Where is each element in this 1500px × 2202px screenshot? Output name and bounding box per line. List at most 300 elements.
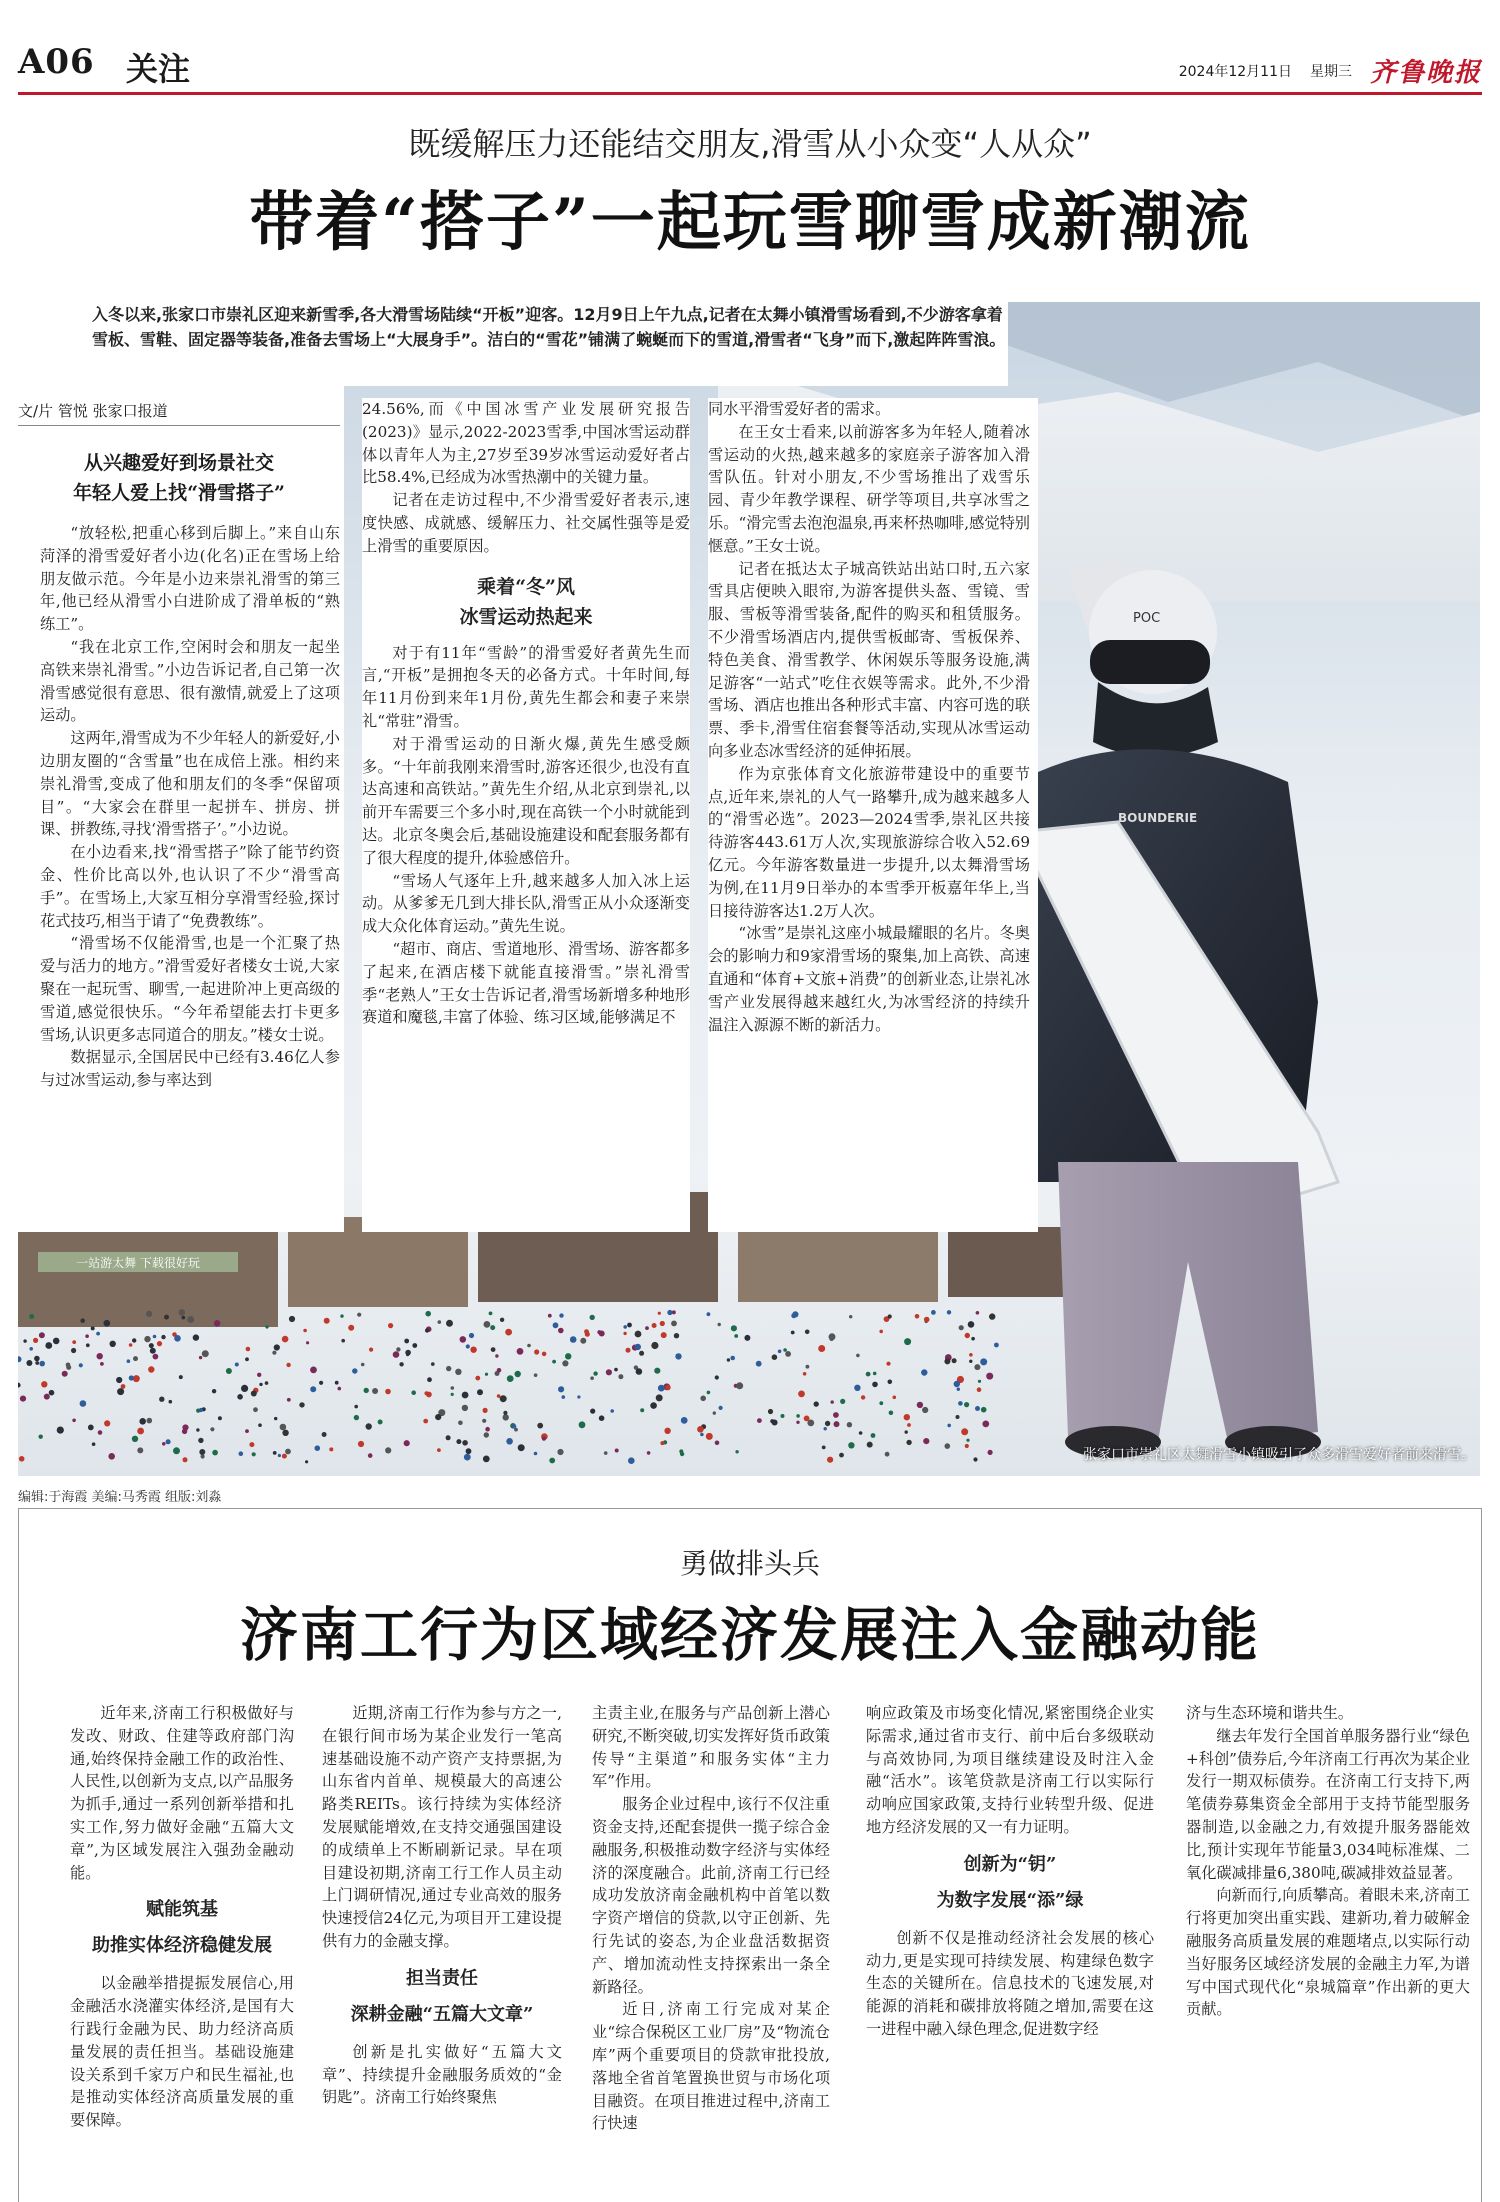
skier-dot: [549, 1458, 555, 1464]
skier-dot: [179, 1375, 183, 1379]
skier-dot: [144, 1336, 150, 1342]
skier-dot: [974, 1364, 980, 1370]
paragraph: 创新是扎实做好“五篇大文章”、持续提升金融服务质效的“金钥匙”。济南工行始终聚焦: [322, 2042, 562, 2107]
skier-dot: [599, 1415, 605, 1421]
skier-dot: [886, 1362, 890, 1366]
skier-dot: [579, 1421, 586, 1428]
skier-dot: [628, 1457, 635, 1464]
paragraph: 近年来,济南工行积极做好与发改、财政、住建等政府部门沟通,始终保持金融工作的政治性、人民性,以创新为支点,以产品服务为抓手,通过一系列创新举措和扎实工作,努力做好金融“五篇大文章”,为区域发展注入强劲金融动能。: [70, 1704, 294, 1882]
skier-dot: [736, 1382, 743, 1389]
skier-dot: [485, 1427, 490, 1432]
skier-dot: [833, 1412, 839, 1418]
skier-dot: [977, 1387, 982, 1392]
skier-dot: [251, 1391, 257, 1397]
skier-dot: [446, 1366, 451, 1371]
skier-dot: [464, 1454, 471, 1461]
skier-dot: [137, 1428, 144, 1435]
skier-dot: [570, 1336, 577, 1343]
skier-dot: [982, 1421, 989, 1428]
skier-dot: [958, 1401, 963, 1406]
article2-column-1: [70, 1702, 294, 2202]
skier-dot: [369, 1348, 373, 1352]
skier-dot: [411, 1390, 416, 1395]
skier-dot: [147, 1418, 153, 1424]
skier-dot: [71, 1348, 76, 1353]
skier-dot: [455, 1369, 461, 1375]
skier-dot: [322, 1432, 327, 1437]
subhead-line: 创新为“钥”: [963, 1853, 1057, 1875]
skier-dot: [484, 1321, 491, 1328]
skier-dot: [274, 1344, 280, 1350]
skier-dot: [906, 1440, 911, 1445]
skier-dot: [635, 1331, 642, 1338]
skier-dot: [39, 1435, 43, 1439]
skier-dot: [907, 1423, 911, 1427]
skier-dot: [199, 1449, 205, 1455]
skier-dot: [497, 1368, 502, 1373]
skier-dot: [707, 1391, 711, 1395]
skier-dot: [593, 1371, 597, 1375]
skier-dot: [212, 1450, 218, 1456]
skier-dot: [847, 1422, 852, 1427]
skier-dot: [639, 1351, 644, 1356]
skier-dot: [148, 1366, 154, 1372]
skier-dot: [273, 1451, 277, 1455]
issue-weekday: 星期三: [1309, 63, 1352, 80]
skier-dot: [861, 1395, 865, 1399]
paragraph: 这两年,滑雪成为不少年轻人的新爱好,小边朋友圈的“含雪量”也在成倍上涨。相约来崇礼滑雪,变成了他和朋友们的冬季“保留项目”。“大家会在群里一起拼车、拼房、拼课、拼教练,寻找‘滑雪搭子’。”小边说。: [40, 729, 340, 839]
skier-dot: [404, 1339, 409, 1344]
skier-dot: [484, 1432, 489, 1437]
skier-dot: [597, 1330, 601, 1334]
article1-headline: 带着“搭子”一起玩雪聊雪成新潮流: [249, 185, 1251, 260]
skier-dot: [680, 1452, 684, 1456]
skier-dot: [965, 1444, 969, 1448]
skier-dot: [26, 1360, 32, 1366]
skier-dot: [460, 1336, 467, 1343]
skier-dot: [976, 1311, 980, 1315]
paragraph: 数据显示,全国居民中已经有3.46亿人参与过冰雪运动,参与率达到: [40, 1048, 340, 1090]
skier-dot: [299, 1402, 304, 1407]
paragraph: 同水平滑雪爱好者的需求。: [708, 400, 891, 418]
skier-dot: [226, 1368, 232, 1374]
skier-dot: [989, 1313, 995, 1319]
paragraph: 济与生态环境和谐共生。: [1186, 1704, 1354, 1722]
skier-dot: [590, 1376, 594, 1380]
skier-dot: [964, 1402, 969, 1407]
skier-dot: [796, 1414, 800, 1418]
skier-dot: [700, 1433, 704, 1437]
skier-dot: [952, 1358, 957, 1363]
skier-dot: [713, 1411, 716, 1414]
skier-dot: [803, 1372, 807, 1376]
skier-dot: [580, 1338, 586, 1344]
skier-dot: [88, 1425, 94, 1431]
skier-dot: [19, 1456, 25, 1462]
skier-dot: [615, 1449, 619, 1453]
skier-dot: [98, 1430, 103, 1435]
skier-dot: [132, 1338, 136, 1342]
paragraph: “放轻松,把重心移到后脚上。”来自山东菏泽的滑雪爱好者小边(化名)正在雪场上给朋友做示范。今年是小边来崇礼滑雪的第三年,他已经从滑雪小白进阶成了滑单板的“熟练工”。: [40, 524, 340, 634]
skier-dot: [315, 1445, 321, 1451]
skier-dot: [647, 1451, 651, 1455]
skier-dot: [623, 1325, 627, 1329]
skier-dot: [29, 1347, 33, 1351]
skier-dot: [506, 1438, 513, 1445]
paragraph: “雪场人气逐年上升,越来越多人加入冰上运动。从爹爹无几到大排长队,滑雪正从小众逐渐变成大众化体育运动。”黄先生说。: [362, 871, 690, 936]
skier-dot: [79, 1363, 83, 1367]
skier-dot: [839, 1453, 844, 1458]
skier-dot: [785, 1351, 791, 1357]
skier-dot: [715, 1441, 720, 1446]
skier-dot: [282, 1430, 288, 1436]
skier-dot: [872, 1382, 878, 1388]
skier-dot: [423, 1419, 428, 1424]
skier-dot: [674, 1333, 679, 1338]
skier-dot: [873, 1372, 877, 1376]
paragraph: 在小边看来,找“滑雪搭子”除了能节约资金、性价比高以外,也认识了不少“滑雪高手”。在雪场上,大家互相分享滑雪经验,探讨花式技巧,相当于请了“免费教练”。: [40, 843, 340, 930]
article1-lead: 入冬以来,张家口市崇礼区迎来新雪季,各大滑雪场陆续“开板”迎客。12月9日上午九点,记者在太舞小镇滑雪场看到,不少游客拿着雪板、雪鞋、固定器等装备,准备去雪场上“大展身手”。洁白的“雪花”铺满了蜿蜒而下的雪道,滑雪者“飞身”而下,激起阵阵雪浪。: [18, 300, 1008, 386]
skier-dot: [806, 1365, 810, 1369]
skier-dot: [23, 1339, 26, 1342]
skier-dot: [558, 1328, 564, 1334]
article2-column-3: [592, 1702, 830, 2202]
skier-dot: [822, 1446, 826, 1450]
skier-dot: [435, 1414, 441, 1420]
skier-dot: [731, 1325, 737, 1331]
skier-dot: [20, 1396, 26, 1402]
skier-dot: [885, 1452, 890, 1457]
skier-dot: [537, 1423, 543, 1429]
issue-date: 2024年12月11日: [1178, 63, 1292, 80]
skier-dot: [97, 1353, 103, 1359]
paragraph: “滑雪场不仅能滑雪,也是一个汇聚了热爱与活力的地方。”滑雪爱好者楼女士说,大家聚在一起玩雪、聊雪,一起进阶冲上更高级的雪道,感觉很快乐。“今年希望能去打卡更多雪场,认识更多志同道合的朋友。”楼女士说。: [40, 934, 340, 1044]
subhead-line: 为数字发展“添”绿: [936, 1889, 1084, 1911]
skier-dot: [681, 1417, 688, 1424]
skier-dot: [518, 1444, 525, 1451]
skier-dot: [791, 1331, 795, 1335]
section-name: 关注: [126, 50, 191, 88]
skier-dot: [305, 1460, 308, 1463]
skier-dot: [772, 1354, 778, 1360]
skier-dot: [437, 1448, 441, 1452]
skier-dot: [542, 1352, 547, 1357]
article2-subhead-1: [70, 1892, 294, 1964]
paragraph: 创新不仅是推动经济社会发展的核心动力,更是实现可持续发展、构建绿色数字生态的关键所在。信息技术的飞速发展,对能源的消耗和碳排放将随之增加,需要在这一进程中融入绿色理念,促进数字经: [866, 1928, 1154, 2038]
skier-dot: [129, 1343, 133, 1347]
skier-dot: [552, 1360, 556, 1364]
skier-dot: [981, 1407, 987, 1413]
skier-dot: [559, 1313, 563, 1317]
paragraph: 在王女士看来,以前游客多为年轻人,随着冰雪运动的火热,越来越多的家庭亲子游客加入滑雪队伍。针对小朋友,不少雪场推出了戏雪乐园、青少年教学课程、研学等项目,共享冰雪之乐。“滑完雪去泡泡温泉,再来杯热咖啡,感觉特别惬意。”王女士说。: [708, 422, 1030, 555]
skier-dot: [490, 1325, 495, 1330]
skier-dot: [35, 1361, 39, 1365]
skier-dot: [610, 1409, 614, 1413]
skier-dot: [310, 1367, 317, 1374]
article2-column-2: [322, 1702, 562, 2202]
skier-dot: [364, 1388, 369, 1393]
skier-dot: [818, 1345, 825, 1352]
skier-dot: [658, 1312, 661, 1315]
skier-dot: [848, 1442, 854, 1448]
skier-dot: [849, 1315, 852, 1318]
skier-dot: [980, 1358, 987, 1365]
skier-dot: [867, 1442, 873, 1448]
skier-dot: [310, 1386, 316, 1392]
skier-dot: [618, 1374, 623, 1379]
skier-dot: [182, 1424, 188, 1430]
skier-dot: [137, 1447, 143, 1453]
skier-dot: [922, 1407, 928, 1413]
skier-dot: [562, 1395, 566, 1399]
skier-dot: [237, 1394, 243, 1400]
skier-dot: [335, 1381, 339, 1385]
skier-dot: [756, 1361, 762, 1367]
skier-dot: [108, 1453, 115, 1460]
article2-column-5: [1186, 1702, 1470, 2202]
skier-dot: [994, 1343, 999, 1348]
skier-dot: [196, 1428, 199, 1431]
skier-dot: [96, 1332, 100, 1336]
skier-dot: [778, 1350, 782, 1354]
skier-dot: [557, 1449, 563, 1455]
skier-dot: [730, 1356, 735, 1361]
skier-dot: [805, 1330, 810, 1335]
skier-dot: [505, 1329, 512, 1336]
skier-dot: [241, 1385, 248, 1392]
skier-dot: [604, 1451, 608, 1455]
article2-column-4: [866, 1702, 1154, 2202]
editor-credits: 编辑:于海霞 美编:马秀霞 组版:刘淼: [18, 1490, 222, 1505]
skier-dot: [904, 1414, 910, 1420]
skier-dot: [104, 1320, 111, 1327]
skier-dot: [889, 1411, 894, 1416]
skier-dot: [405, 1350, 411, 1356]
skier-dot: [278, 1454, 281, 1457]
paragraph: 对于滑雪运动的日渐火爆,黄先生感受颇多。“十年前我刚来滑雪时,游客还很少,也没有直达高速和高铁站。”黄先生介绍,从北京到崇礼,以前开车需要三个多小时,现在高铁一个小时就能到达。北京冬奥会后,基础设施建设和配套服务都有了很大程度的提升,体验感倍升。: [362, 734, 690, 867]
resort-sign-text: 一站游太舞 下载很好玩: [76, 1256, 200, 1270]
skier-dot: [491, 1347, 496, 1352]
skier-dot: [404, 1440, 410, 1446]
skier-dot: [831, 1400, 834, 1403]
skier-dot: [527, 1344, 531, 1348]
skier-dot: [796, 1421, 799, 1424]
paragraph: 主责主业,在服务与产品创新上潜心研究,不断突破,切实发挥好货币政策传导“主渠道”和服务实体“主力军”作用。: [592, 1704, 830, 1791]
skier-dot: [945, 1443, 951, 1449]
header-rule: [18, 92, 1482, 95]
skier-dot: [352, 1368, 357, 1373]
skier-dot: [661, 1332, 667, 1338]
skier-dot: [562, 1360, 568, 1366]
skier-dot: [153, 1335, 157, 1339]
helmet-brand: POC: [1133, 611, 1161, 626]
skier-dot: [187, 1316, 194, 1323]
skier-dot: [965, 1333, 970, 1338]
skier-dot: [500, 1318, 504, 1322]
skier-dot: [667, 1310, 672, 1315]
skier-dot: [199, 1408, 203, 1412]
subhead-line: 担当责任: [406, 1967, 478, 1989]
skier-dot: [41, 1381, 47, 1387]
skier-dot: [854, 1385, 860, 1391]
skier-dot: [66, 1363, 71, 1368]
article1-byline: 文/片 管悦 张家口报道: [18, 400, 340, 426]
skier-dot: [825, 1421, 830, 1426]
skier-dot: [590, 1315, 595, 1320]
skier-dot: [917, 1402, 923, 1408]
article2-subhead-3: [866, 1847, 1154, 1919]
skier-dot: [482, 1419, 486, 1423]
skier-dot: [470, 1347, 476, 1353]
subhead-line: 冰雪运动热起来: [459, 605, 593, 628]
skier-dot: [635, 1344, 641, 1350]
skier-dot: [72, 1340, 76, 1344]
skier-dot: [146, 1311, 152, 1317]
skier-dot: [53, 1338, 60, 1345]
skier-dot: [947, 1310, 951, 1314]
paragraph: 近日,济南工行完成对某企业“综合保税区工业厂房”及“物流仓库”两个重要项目的贷款审批投放,落地全省首笔置换世贸与市场化项目融资。在项目推进过程中,济南工行快速: [592, 2000, 830, 2133]
skier-dot: [340, 1314, 343, 1317]
skier-dot: [879, 1401, 883, 1405]
skier-dot: [879, 1330, 883, 1334]
paragraph: “超市、商店、雪道地形、滑雪场、游客都多了起来,在酒店楼下就能直接滑雪。”崇礼滑雪季“老熟人”王女士告诉记者,滑雪场新增多种地形赛道和魔毯,丰富了体验、练习区域,能够满足不: [362, 939, 690, 1027]
skier-dot: [338, 1387, 342, 1391]
skier-dot: [85, 1334, 89, 1338]
skier-dot: [451, 1393, 454, 1396]
skier-dot: [969, 1353, 973, 1357]
skier-dot: [385, 1447, 391, 1453]
skier-dot: [174, 1335, 181, 1342]
skier-dot: [553, 1322, 559, 1328]
skier-dot: [517, 1348, 524, 1355]
article2-headline: 济南工行为区域经济发展注入金融动能: [239, 1601, 1260, 1669]
skier-dot: [489, 1312, 493, 1316]
paragraph: 记者在抵达太子城高铁站出站口时,五六家雪具店便映入眼帘,为游客提供头盔、雪镜、雪服、雪板等滑雪装备,配件的购买和租赁服务。不少滑雪场酒店内,提供雪板邮寄、雪板保养、特色美食、滑雪教学、休闲娱乐等服务设施,满足游客“一站式”吃住衣娱等需求。此外,不少滑雪场、酒店也推出各种形式丰富、内容可选的联票、季卡,滑雪住宿套餐等活动,实现从冰雪运动向多业态冰雪经济的延伸拓展。: [708, 559, 1030, 760]
skier-dot: [201, 1454, 205, 1458]
skier-dot: [840, 1399, 845, 1404]
skier-dot: [871, 1433, 876, 1438]
skier-dot: [133, 1356, 138, 1361]
skier-dot: [289, 1316, 295, 1322]
skier-dot: [986, 1373, 993, 1380]
skier-dot: [590, 1409, 595, 1414]
skier-dot: [319, 1381, 323, 1385]
skier-dot: [923, 1438, 929, 1444]
subhead-line: 赋能筑基: [146, 1899, 218, 1921]
paragraph: 响应政策及市场变化情况,紧密围绕企业实际需求,通过省市支行、前中后台多级联动与高效协同,为项目继续建设及时注入金融“活水”。该笔贷款是济南工行以实际行动响应国家政策,支持行业转型升级、促进地方经济发展的又一有力证明。: [866, 1704, 1154, 1836]
skier-dot: [329, 1447, 333, 1451]
skier-dot: [91, 1326, 95, 1330]
skier-dot: [431, 1362, 435, 1366]
skier-dot: [975, 1406, 980, 1411]
skier-dot: [372, 1388, 378, 1394]
skier-dot: [495, 1354, 498, 1357]
skier-dot: [656, 1394, 663, 1401]
skier-dot: [164, 1315, 169, 1320]
skier-dot: [700, 1396, 706, 1402]
skier-dot: [39, 1361, 45, 1367]
skier-dot: [824, 1427, 827, 1430]
skier-dot: [658, 1385, 665, 1392]
skier-dot: [368, 1453, 373, 1458]
skier-dot: [904, 1338, 911, 1345]
skier-dot: [153, 1354, 159, 1360]
skier-dot: [157, 1341, 162, 1346]
skier-dot: [39, 1332, 45, 1338]
skier-dot: [515, 1371, 521, 1377]
skier-dot: [166, 1439, 171, 1444]
skier-dot: [265, 1381, 269, 1385]
skier-dot: [425, 1311, 431, 1317]
skier-dot: [664, 1428, 670, 1434]
paragraph: “我在北京工作,空闲时会和朋友一起坐高铁来崇礼滑雪。”小边告诉记者,自己第一次滑雪感觉很有意思、很有激情,就爱上了这项运动。: [40, 637, 340, 725]
skier-dot: [947, 1424, 951, 1428]
skier-dot: [246, 1347, 251, 1352]
skier-dot: [477, 1389, 483, 1395]
skier-dot: [650, 1402, 657, 1409]
skier-dot: [757, 1418, 762, 1423]
skier-dot: [697, 1426, 704, 1433]
newspaper-logo: 齐鲁晚报: [1369, 58, 1482, 88]
skier-dot: [306, 1341, 309, 1344]
skier-dot: [707, 1312, 711, 1316]
skier-dot: [483, 1408, 488, 1413]
article1-kicker: 既缓解压力还能结交朋友,滑雪从小众变“人从众”: [408, 125, 1092, 163]
skier-dot: [770, 1419, 774, 1423]
subhead-line: 年轻人爱上找“滑雪搭子”: [73, 482, 285, 504]
skier-dot: [734, 1334, 738, 1338]
skier-dot: [110, 1341, 116, 1347]
skier-dot: [214, 1320, 221, 1327]
skier-dot: [503, 1414, 509, 1420]
skier-dot: [792, 1311, 798, 1317]
skier-dot: [660, 1441, 664, 1445]
skier-dot: [183, 1457, 188, 1462]
skier-dot: [324, 1318, 330, 1324]
skier-dot: [378, 1420, 383, 1425]
skier-dot: [446, 1435, 451, 1440]
skier-dot: [193, 1334, 199, 1340]
skier-dot: [469, 1333, 474, 1338]
skier-dot: [280, 1424, 287, 1431]
article1-column-1: [18, 386, 344, 1232]
skier-dot: [104, 1420, 110, 1426]
skier-dot: [265, 1325, 268, 1328]
skier-dot: [866, 1372, 871, 1377]
skier-dot: [257, 1373, 261, 1377]
skier-dot: [534, 1373, 538, 1377]
subhead-line: 深耕金融“五篇大文章”: [350, 2003, 534, 2025]
skier-dot: [425, 1328, 429, 1332]
article1-subhead-2: [362, 572, 690, 632]
skier-dot: [542, 1437, 546, 1441]
skier-dot: [954, 1381, 960, 1387]
skier-dot: [915, 1314, 920, 1319]
skier-dot: [924, 1317, 930, 1323]
skier-dot: [626, 1348, 631, 1353]
skier-dot: [287, 1398, 291, 1402]
skier-dot: [727, 1358, 730, 1361]
skier-dot: [150, 1348, 156, 1354]
skier-dot: [660, 1321, 665, 1326]
skier-dot: [744, 1335, 750, 1341]
article1-column-3: [708, 398, 1038, 1232]
skier-dot: [651, 1342, 658, 1349]
article1-column-2: [362, 398, 690, 1232]
skier-dot: [719, 1406, 723, 1410]
skier-dot: [259, 1383, 262, 1386]
skier-dot: [640, 1408, 644, 1412]
